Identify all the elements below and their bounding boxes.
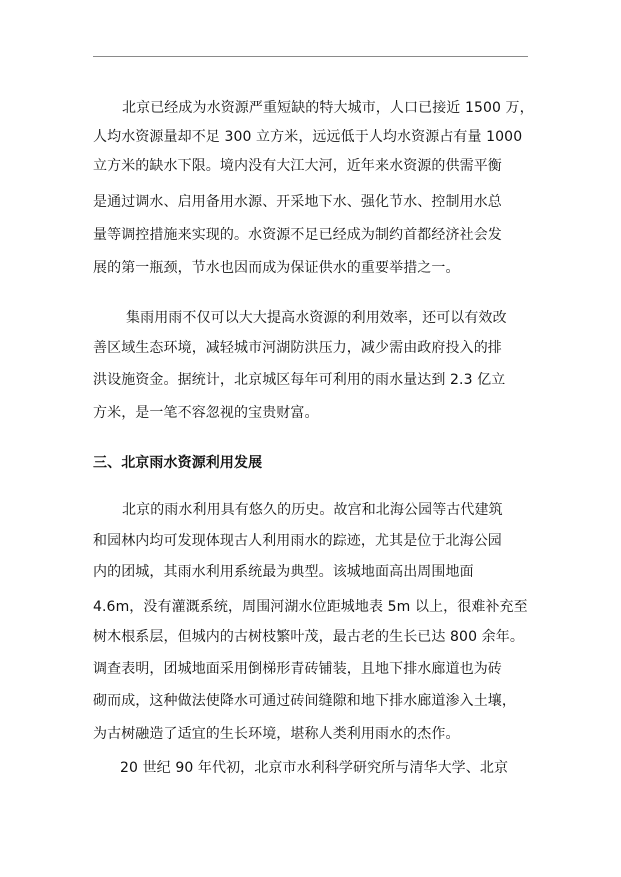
text-line: 4.6m，没有灌溉系统，周围河湖水位距城地表 5m 以上，很难补充至 [93,599,528,615]
text-line: 展的第一瓶颈，节水也因而成为保证供水的重要举措之一。 [93,260,460,276]
text-line: 是通过调水、启用备用水源、开采地下水、强化节水、控制用水总 [93,194,502,210]
text-line: 内的团城，其雨水利用系统最为典型。该城地面高出周围地面 [93,564,474,580]
text-line: 善区域生态环境，减轻城市河湖防洪压力，减少需由政府投入的排 [93,340,502,356]
text-line: 砌而成，这种做法使降水可通过砖间缝隙和地下排水廊道渗入土壤， [93,693,516,709]
text-line: 方米，是一笔不容忽视的宝贵财富。 [93,405,319,421]
text-line: 北京的雨水利用具有悠久的历史。故宫和北海公园等古代建筑 [122,502,503,518]
text-line: 量等调控措施来实现的。水资源不足已经成为制约首都经济社会发 [93,227,502,243]
text-line: 人均水资源量却不足 300 立方米，远远低于人均水资源占有量 1000 [93,129,523,145]
text-line: 集雨用雨不仅可以大大提高水资源的利用效率，还可以有效改 [126,310,507,326]
text-line: 为古树融造了适宜的生长环境，堪称人类利用雨水的杰作。 [93,726,460,742]
header-rule [93,56,528,57]
text-line: 洪设施资金。据统计，北京城区每年可利用的雨水量达到 2.3 亿立 [93,372,506,388]
text-line: 调查表明，团城地面采用倒梯形青砖铺装，且地下排水廊道也为砖 [93,661,502,677]
text-line: 和园林内均可发现体现古人利用雨水的踪迹，尤其是位于北海公园 [93,533,502,549]
section-heading: 三、北京雨水资源利用发展 [93,455,263,471]
text-line: 20 世纪 90 年代初，北京市水利科学研究所与清华大学、北京 [120,760,509,776]
text-line: 立方米的缺水下限。境内没有大江大河，近年来水资源的供需平衡 [93,158,502,174]
text-line: 北京已经成为水资源严重短缺的特大城市，人口已接近 1500 万， [122,100,534,116]
text-line: 树木根系层，但城内的古树枝繁叶茂，最古老的生长已达 800 余年。 [93,629,524,645]
